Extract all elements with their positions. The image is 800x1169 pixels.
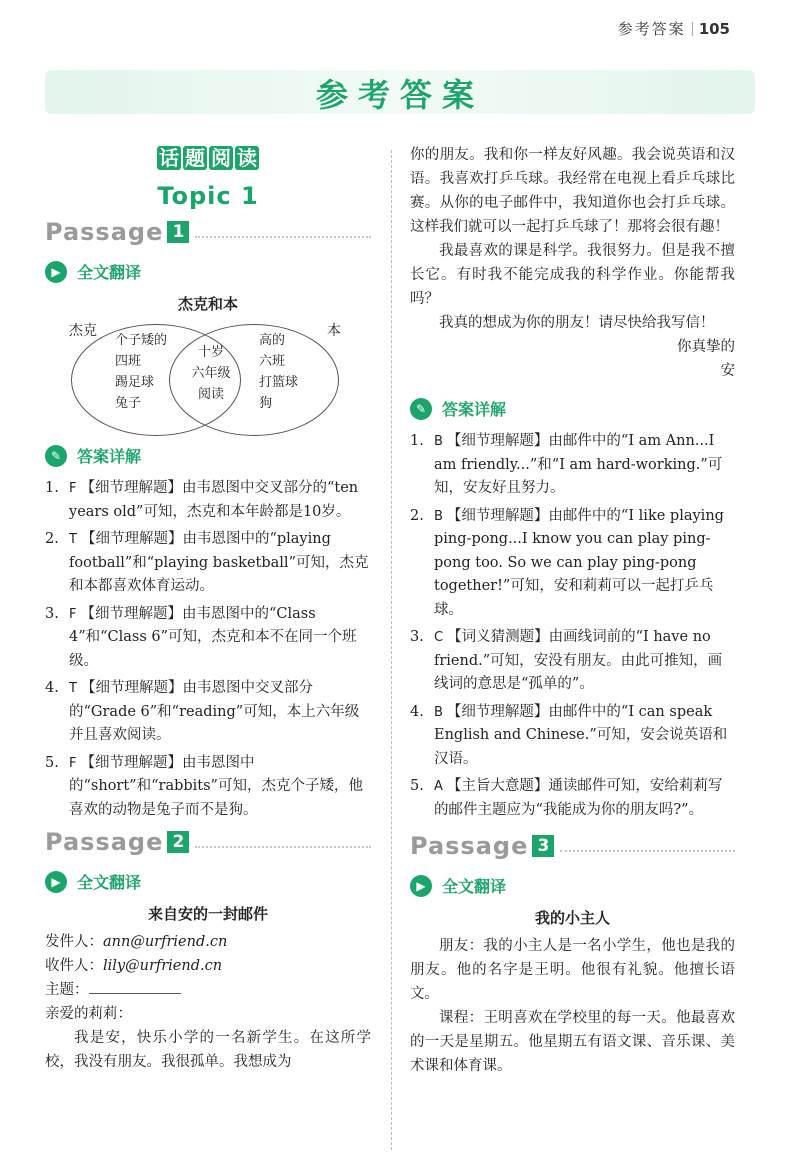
from-address: ann@urfriend.cn — [103, 934, 228, 950]
answer-number: 3. — [410, 629, 424, 645]
play-icon: ▶ — [410, 875, 432, 897]
answer-text: 【细节理解题】由邮件中的“I can speak English and Chinese.”可知，安会说英语和汉语。 — [434, 703, 728, 767]
subject-label: 主题： — [45, 982, 89, 998]
topic-heading: Topic 1 — [157, 182, 259, 210]
venn-left-items — [115, 330, 167, 414]
passage-number: 2 — [167, 831, 189, 853]
answer-list — [410, 430, 735, 822]
passage-3-heading — [410, 832, 735, 860]
email-closing: 你真挚的 — [677, 339, 735, 355]
answer-text: 【细节理解题】由韦恩图中的“Class 4”和“Class 6”可知，杰克和本不在同一个班级。 — [69, 605, 357, 669]
answer-number: 4. — [410, 703, 424, 720]
page-number: 105 — [698, 20, 730, 38]
answer-item — [45, 528, 371, 599]
answer-letter: B — [434, 704, 443, 720]
answer-number: 5. — [410, 778, 424, 794]
answer-text: 【细节理解题】由邮件中的“I am Ann...I am friendly...”和“I am hard-working.”可知，安友好且努力。 — [434, 433, 723, 496]
answer-item — [45, 677, 371, 748]
answer-number: 2. — [410, 507, 424, 524]
answer-letter: B — [434, 508, 443, 524]
answer-number: 1. — [410, 433, 424, 449]
email-paragraph-continued: 你的朋友。我和你一样友好风趣。我会说英语和汉语。我喜欢打乒乓球。我经常在电视上看乒乓球比赛。从你的电子邮件中，我知道你也会打乒乓球。这样我们就可以一起打乒乓球了！那将会很有趣！ — [410, 147, 735, 235]
play-icon: ▶ — [45, 261, 67, 283]
answer-text: 【细节理解题】由韦恩图中的“playing football”和“playing basketball”可知，杰克和本都喜欢体育运动。 — [69, 531, 369, 594]
email-title: 来自安的一封邮件 — [147, 905, 268, 923]
venn-diagram — [45, 320, 371, 436]
section-label: 全文翻译 — [442, 877, 507, 896]
answer-item — [45, 477, 371, 524]
answer-letter: B — [434, 434, 443, 449]
answer-letter: F — [69, 481, 77, 496]
passage-word: Passage — [410, 832, 529, 860]
passage-2-heading — [45, 828, 371, 856]
answer-text: 【细节理解题】由邮件中的“I like playing ping-pong...I know you can play ping-pong too. So we can play ping-pong together!”可知，安和莉莉可以一起打乒乓球。 — [434, 507, 724, 618]
venn-title: 杰克和本 — [177, 295, 238, 313]
left-column — [45, 140, 371, 1074]
answer-item — [410, 626, 735, 697]
email-subject-line — [45, 978, 371, 1002]
venn-item: 十岁 — [197, 345, 224, 360]
answer-number: 5. — [45, 754, 59, 771]
email-paragraph: 我是安，快乐小学的一名新学生。在这所学校，我没有朋友。我很孤单。我想成为 — [45, 1030, 371, 1070]
venn-item: 六班 — [259, 354, 286, 369]
answer-list — [45, 477, 371, 822]
story-title: 我的小主人 — [534, 909, 610, 927]
right-column — [410, 143, 735, 1078]
story-paragraph: 课程：王明喜欢在学校里的每一天。他最喜欢的一天是星期五。他星期五有语文课、音乐课、美术课和体育课。 — [410, 1010, 735, 1074]
section-badge — [147, 146, 269, 170]
passage-number: 3 — [532, 835, 554, 857]
email-from-line — [45, 930, 371, 954]
venn-item: 兔子 — [115, 396, 142, 411]
venn-right-label: 本 — [327, 323, 341, 339]
answer-number: 1. — [45, 480, 59, 496]
venn-item: 高的 — [259, 333, 286, 348]
dotted-rule — [560, 840, 735, 852]
story-paragraph: 朋友：我的小主人是一名小学生，他也是我的朋友。他的名字是王明。他很有礼貌。他擅长语文。 — [410, 938, 735, 1002]
to-address: lily@urfriend.cn — [103, 958, 223, 974]
to-label: 收件人： — [45, 958, 103, 974]
answer-letter: F — [69, 606, 77, 622]
venn-item: 个子矮的 — [115, 333, 168, 348]
section-label: 答案详解 — [442, 400, 507, 419]
answer-letter: C — [434, 630, 444, 645]
badge-char: 题 — [185, 146, 205, 170]
answer-item — [410, 701, 735, 772]
section-label: 全文翻译 — [77, 873, 142, 892]
column-divider — [391, 150, 392, 1150]
passage-word: Passage — [45, 828, 164, 856]
venn-right-items — [259, 330, 298, 414]
answers-section-header — [410, 397, 735, 420]
answer-text: 【细节理解题】由韦恩图中交叉部分的“Grade 6”和“reading”可知，本上六年级并且喜欢阅读。 — [69, 680, 360, 743]
header-section: 参考答案 — [617, 20, 686, 38]
passage-1-heading — [45, 218, 371, 246]
pencil-icon: ✎ — [45, 445, 67, 467]
answer-letter: A — [434, 779, 443, 794]
answer-item — [410, 430, 735, 501]
venn-item: 打篮球 — [259, 375, 299, 390]
answers-section-header — [45, 444, 371, 467]
answer-number: 3. — [45, 605, 59, 622]
badge-char: 阅 — [211, 146, 231, 170]
header-divider — [692, 22, 693, 36]
answer-text: 【主旨大意题】通读邮件可知，安给莉莉写的邮件主题应为“我能成为你的朋友吗?”。 — [434, 778, 723, 818]
answer-item — [410, 775, 735, 822]
section-label: 答案详解 — [77, 447, 142, 466]
venn-item: 阅读 — [197, 387, 224, 402]
translation-section-header — [410, 874, 735, 897]
answer-letter: T — [69, 681, 77, 696]
running-header — [618, 18, 730, 39]
dotted-rule — [195, 226, 371, 238]
venn-item: 六年级 — [191, 366, 231, 381]
answer-item — [410, 505, 735, 623]
subject-blank — [89, 993, 181, 994]
pencil-icon: ✎ — [410, 398, 432, 420]
page-title: 参考答案 — [315, 76, 484, 114]
answer-number: 4. — [45, 680, 59, 696]
badge-char: 话 — [159, 146, 179, 170]
venn-left-label: 杰克 — [69, 323, 97, 339]
passage-word: Passage — [45, 218, 164, 246]
play-icon: ▶ — [45, 871, 67, 893]
email-to-line — [45, 954, 371, 978]
dotted-rule — [195, 836, 371, 848]
answer-text: 【细节理解题】由韦恩图中的“short”和“rabbits”可知，杰克个子矮，他喜欢的动物是兔子而不是狗。 — [69, 754, 363, 818]
badge-char: 读 — [237, 146, 257, 170]
section-label: 全文翻译 — [77, 263, 142, 282]
venn-item: 踢足球 — [115, 375, 155, 390]
from-label: 发件人： — [45, 934, 103, 950]
answer-letter: F — [69, 755, 77, 771]
translation-section-header — [45, 260, 371, 283]
email-signature: 安 — [720, 363, 735, 379]
email-paragraph: 我真的想成为你的朋友！请尽快给我写信！ — [439, 315, 715, 331]
venn-item: 狗 — [259, 396, 273, 411]
email-paragraph: 我最喜欢的课是科学。我很努力。但是我不擅长它。有时我不能完成我的科学作业。你能帮我吗？ — [410, 243, 735, 307]
passage-number: 1 — [167, 221, 189, 243]
answer-item — [45, 603, 371, 674]
answer-text: 【细节理解题】由韦恩图中交叉部分的“ten years old”可知，杰克和本年龄都是10岁。 — [69, 480, 359, 520]
email-greeting: 亲爱的莉莉： — [45, 1006, 132, 1022]
translation-section-header — [45, 870, 371, 893]
answer-text: 【词义猜测题】由画线词前的“I have no friend.”可知，安没有朋友。由此可推知，画线词的意思是“孤单的”。 — [434, 629, 723, 692]
venn-center-items — [181, 342, 241, 405]
venn-item: 四班 — [115, 354, 142, 369]
answer-item — [45, 752, 371, 823]
answer-letter: T — [69, 532, 77, 547]
answer-number: 2. — [45, 531, 59, 547]
